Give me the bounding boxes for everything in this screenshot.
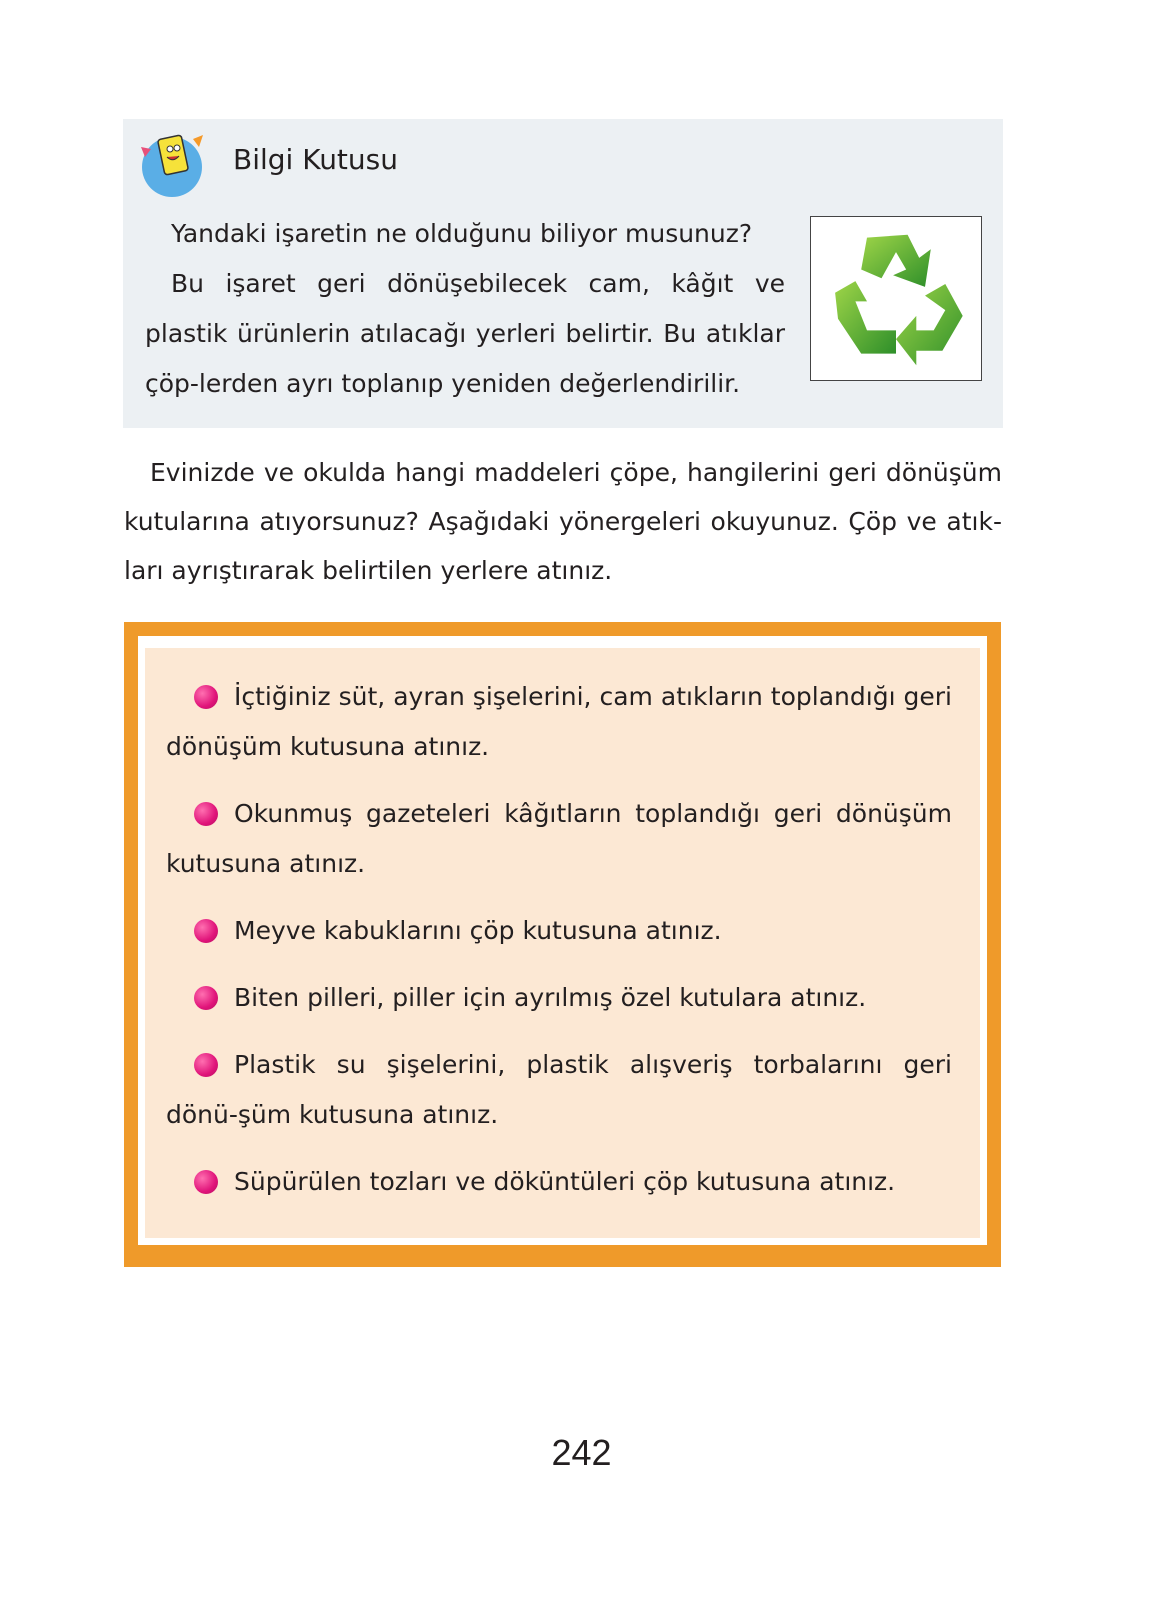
- instruction-item: [166, 789, 952, 889]
- info-paragraph: Bu işaret geri dönüşebilecek cam, kâğıt ve plastik ürünlerin atılacağı yerleri belirtir. Bu atıklar çöp-lerden ayrı toplanıp yeniden değerlendirilir.: [145, 269, 785, 398]
- info-box-text: [145, 209, 785, 409]
- instruction-item: [166, 973, 952, 1023]
- instruction-text: Meyve kabuklarını çöp kutusuna atınız.: [234, 916, 722, 945]
- info-box-title: Bilgi Kutusu: [233, 143, 398, 176]
- bullet-icon: [194, 986, 218, 1010]
- page-number: 242: [551, 1432, 612, 1473]
- bullet-icon: [194, 685, 218, 709]
- intro-paragraph: Evinizde ve okulda hangi maddeleri çöpe, hangilerini geri dönüşüm kutularına atıyorsunuz? Aşağıdaki yönergeleri okuyunuz. Çöp ve atık-ları ayrıştırarak belirtilen yerlere atınız.: [124, 458, 1002, 585]
- info-box: [123, 119, 1003, 428]
- instruction-text: Biten pilleri, piller için ayrılmış özel kutulara atınız.: [234, 983, 867, 1012]
- instruction-item: [166, 906, 952, 956]
- instructions-frame: [124, 622, 1001, 1267]
- instructions-panel: [145, 648, 980, 1238]
- instruction-item: [166, 1157, 952, 1207]
- recycle-icon: [821, 226, 971, 371]
- info-paragraph: Yandaki işaretin ne olduğunu biliyor musunuz?: [171, 219, 753, 248]
- book-mascot-icon: [137, 129, 207, 199]
- bullet-icon: [194, 802, 218, 826]
- instruction-text: Okunmuş gazeteleri kâğıtların toplandığı geri dönüşüm kutusuna atınız.: [166, 799, 952, 878]
- bullet-icon: [194, 1053, 218, 1077]
- instruction-item: [166, 672, 952, 772]
- recycle-sign-image: [810, 216, 982, 381]
- instruction-text: Süpürülen tozları ve döküntüleri çöp kutusuna atınız.: [234, 1167, 896, 1196]
- instruction-item: [166, 1040, 952, 1140]
- instruction-list: [166, 672, 952, 1224]
- instruction-text: Plastik su şişelerini, plastik alışveriş torbalarını geri dönü-şüm kutusuna atınız.: [166, 1050, 952, 1129]
- bullet-icon: [194, 1170, 218, 1194]
- instruction-text: İçtiğiniz süt, ayran şişelerini, cam atıkların toplandığı geri dönüşüm kutusuna atınız.: [166, 682, 952, 761]
- bullet-icon: [194, 919, 218, 943]
